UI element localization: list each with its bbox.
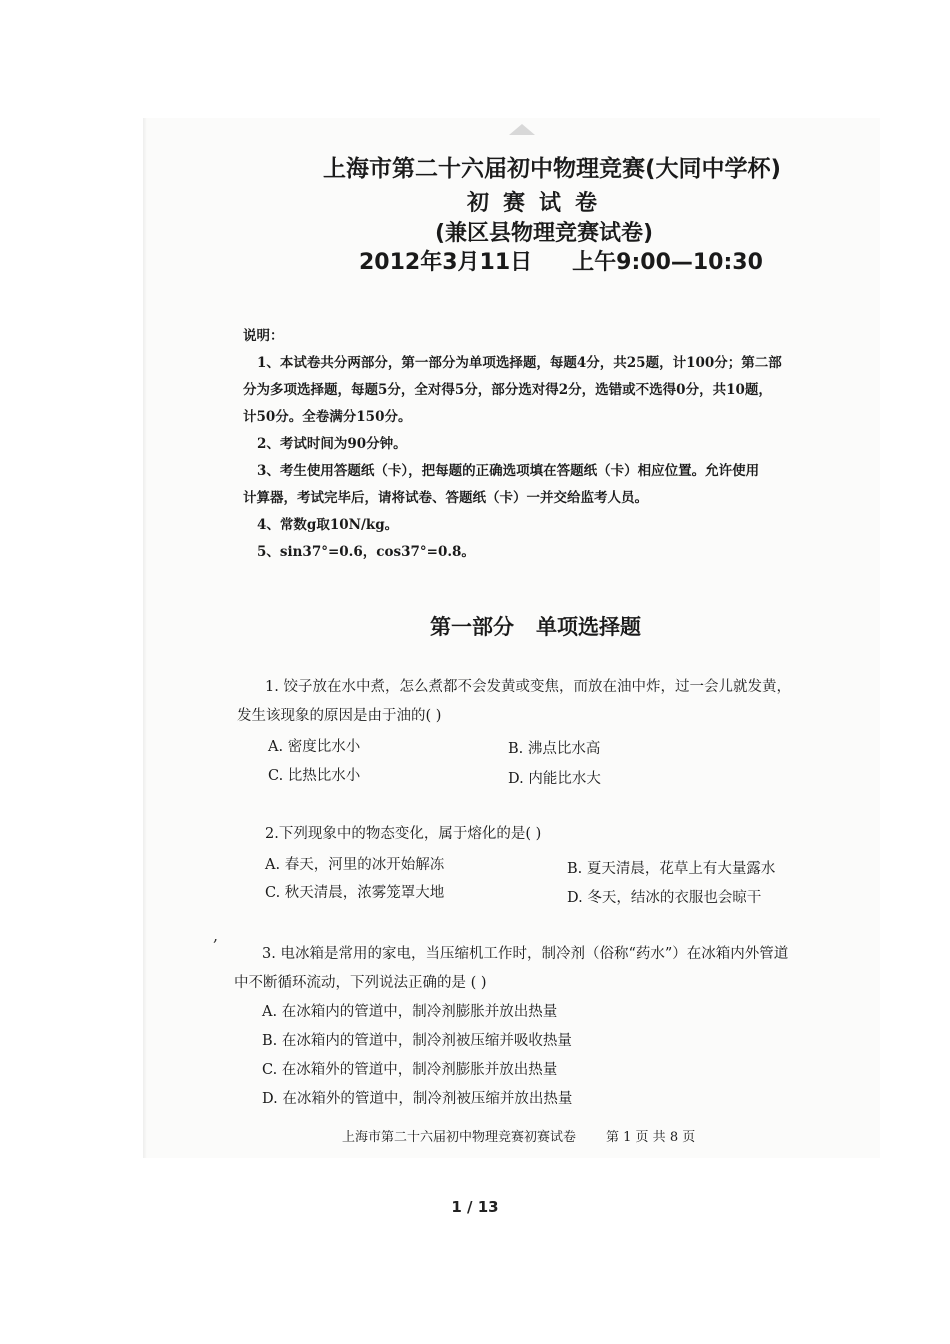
question-1-option-b: B. 沸点比水高	[508, 741, 601, 757]
question-2-stem: 2.下列现象中的物态变化，属于熔化的是( )	[265, 826, 542, 842]
question-3-stem: 3. 电冰箱是常用的家电，当压缩机工作时，制冷剂（俗称“药水”）在冰箱内外管道	[262, 946, 789, 962]
pager-indicator: 1 / 13	[451, 1198, 499, 1216]
question-3-option-a: A. 在冰箱内的管道中，制冷剂膨胀并放出热量	[262, 1004, 558, 1020]
instruction-line: 计算器，考试完毕后，请将试卷、答题纸（卡）一并交给监考人员。	[243, 490, 648, 506]
question-3-option-b: B. 在冰箱内的管道中，制冷剂被压缩并吸收热量	[262, 1033, 572, 1049]
question-1-stem: 1. 饺子放在水中煮，怎么煮都不会发黄或变焦，而放在油中炸，过一会儿就发黄，	[265, 679, 791, 695]
exam-subtitle-2: (兼区县物理竞赛试卷)	[435, 221, 654, 246]
instructions-heading: 说明：	[243, 328, 284, 344]
instruction-line: 分为多项选择题，每题5分，全对得5分，部分选对得2分，选错或不选得0分，共10题，	[243, 382, 772, 398]
instruction-line: 计50分。全卷满分150分。	[243, 409, 412, 425]
instruction-line: 3、考生使用答题纸（卡），把每题的正确选项填在答题纸（卡）相应位置。允许使用	[257, 463, 760, 479]
exam-subtitle: 初赛试卷	[467, 191, 612, 216]
question-3-stem-cont: 中不断循环流动，下列说法正确的是 ( )	[234, 975, 487, 991]
scan-mark: ,	[213, 926, 219, 945]
question-2-option-a: A. 春天，河里的冰开始解冻	[265, 857, 445, 873]
question-2-option-d: D. 冬天，结冰的衣服也会晾干	[567, 890, 762, 906]
exam-date: 2012年3月11日	[359, 250, 533, 275]
footer-exam-name: 上海市第二十六届初中物理竞赛初赛试卷	[342, 1130, 577, 1145]
question-2-option-b: B. 夏天清晨，花草上有大量露水	[567, 861, 776, 877]
instruction-line: 4、常数g取10N/kg。	[257, 517, 399, 533]
question-1-stem-cont: 发生该现象的原因是由于油的( )	[237, 708, 442, 724]
instructions	[243, 323, 848, 566]
question-1-option-c: C. 比热比水小	[268, 768, 361, 784]
section-name: 单项选择题	[536, 615, 641, 639]
question-3-option-d: D. 在冰箱外的管道中，制冷剂被压缩并放出热量	[262, 1091, 573, 1107]
instruction-line: 5、sin37°=0.6，cos37°=0.8。	[257, 544, 475, 560]
page-footer	[342, 1126, 695, 1145]
section-part: 第一部分	[430, 615, 514, 639]
question-1-option-a: A. 密度比水小	[268, 739, 361, 755]
exam-time: 上午9:00—10:30	[572, 250, 763, 275]
exam-title: 上海市第二十六届初中物理竞赛(大同中学杯)	[323, 156, 782, 182]
instruction-line: 1、本试卷共分两部分，第一部分为单项选择题，每题4分，共25题，计100分；第二部	[257, 355, 782, 371]
question-1-option-d: D. 内能比水大	[508, 771, 601, 787]
footer-page-number: 第 1 页 共 8 页	[606, 1130, 696, 1145]
instruction-line: 2、考试时间为90分钟。	[257, 436, 407, 452]
question-3-option-c: C. 在冰箱外的管道中，制冷剂膨胀并放出热量	[262, 1062, 558, 1078]
scan-artifact	[509, 124, 535, 135]
question-2-option-c: C. 秋天清晨，浓雾笼罩大地	[265, 885, 445, 901]
exam-date-time	[359, 245, 763, 276]
section-title	[430, 611, 641, 641]
